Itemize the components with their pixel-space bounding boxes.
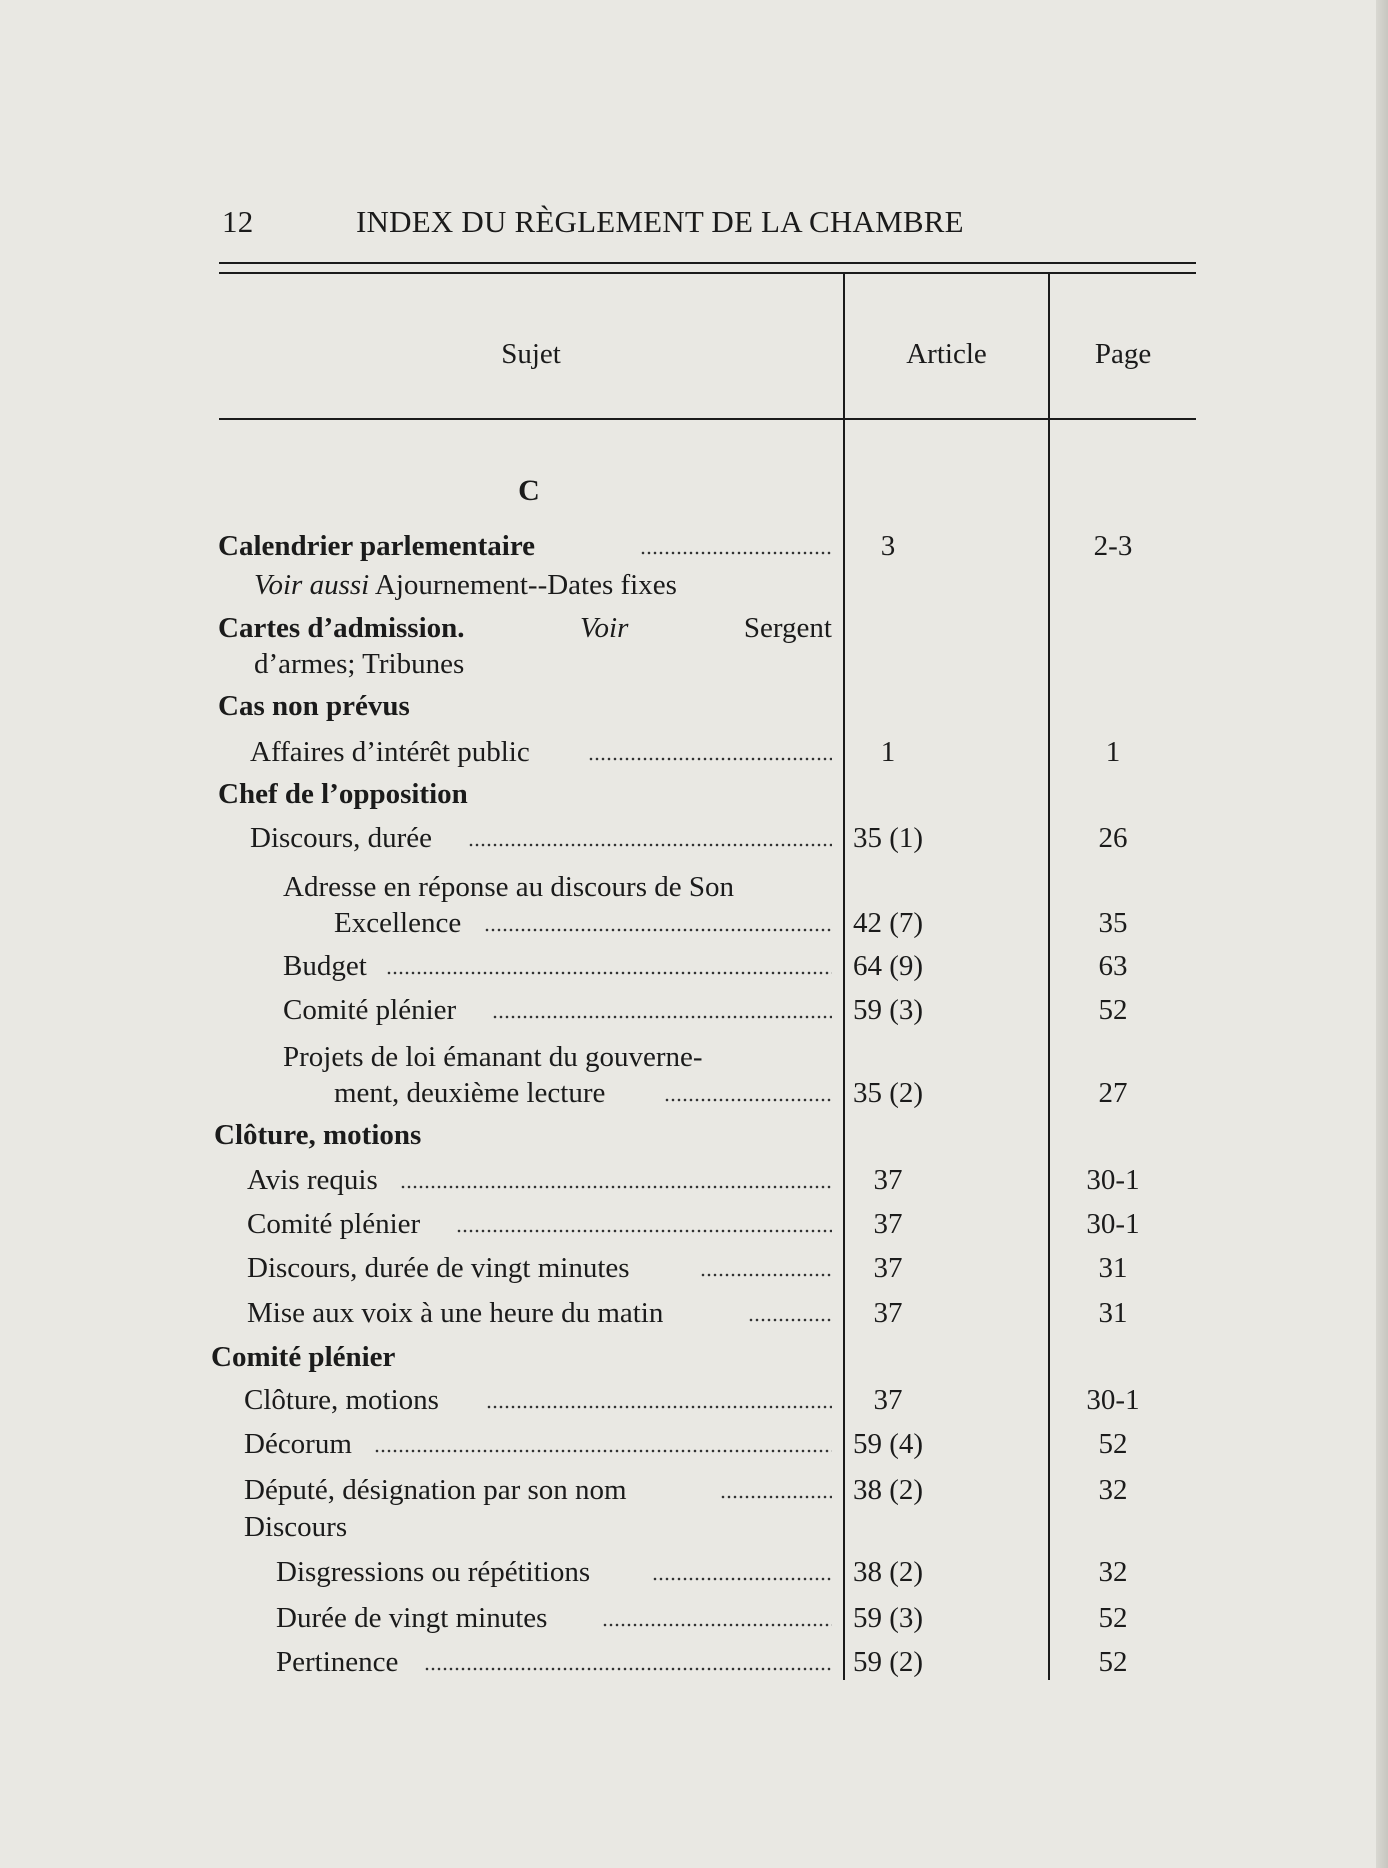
entry-article: 59 (2): [852, 1646, 924, 1678]
entry-label: Adresse en réponse au discours de Son: [283, 871, 735, 903]
entry-article: 59 (3): [852, 994, 924, 1026]
entry-label: Affaires d’intérêt public: [250, 736, 534, 768]
entry-label: Cas non prévus: [218, 690, 410, 722]
entry-page: 32: [1098, 1474, 1128, 1506]
entry-page: 32: [1098, 1556, 1128, 1588]
entry-article: 38 (2): [852, 1556, 924, 1588]
entry-page: 52: [1098, 1602, 1128, 1634]
entry-page: 30-1: [1086, 1384, 1140, 1416]
entry-label: Durée de vingt minutes: [276, 1602, 551, 1634]
cross-reference-continuation: d’armes; Tribunes: [254, 648, 465, 680]
entry-label: Calendrier parlementaire: [218, 530, 539, 562]
entry-page: 26: [1098, 822, 1128, 854]
entry-article: 37: [873, 1208, 903, 1240]
entry-article: 37: [873, 1252, 903, 1284]
entry-page: 35: [1098, 907, 1128, 939]
entry-article: 42 (7): [852, 907, 924, 939]
entry-label: Discours, durée: [250, 822, 436, 854]
entry-page: 2-3: [1093, 530, 1133, 562]
entry-page: 52: [1098, 994, 1128, 1026]
entry-article: 38 (2): [852, 1474, 924, 1506]
entry-page: 30-1: [1086, 1164, 1140, 1196]
entry-article: 35 (1): [852, 822, 924, 854]
entry-page: 27: [1098, 1077, 1128, 1109]
entry-article: 35 (2): [852, 1077, 924, 1109]
running-header: [222, 204, 1062, 240]
column-header-subject: Sujet: [501, 338, 561, 370]
top-rule: [219, 262, 1196, 264]
entry-label: Disgressions ou répétitions: [276, 1556, 594, 1588]
entry-label: Comité plénier: [283, 994, 460, 1026]
entry-label: Clôture, motions: [244, 1384, 443, 1416]
entry-label: Député, désignation par son nom: [244, 1474, 631, 1506]
entry-label: Discours, durée de vingt minutes: [247, 1252, 634, 1284]
header-title: INDEX DU RÈGLEMENT DE LA CHAMBRE: [356, 204, 964, 239]
entry-label: Décorum: [244, 1428, 356, 1460]
column-rule-page: [1048, 274, 1050, 1680]
entry-label: Projets de loi émanant du gouverne-: [283, 1041, 703, 1073]
column-header-page: Page: [1094, 338, 1152, 370]
entry-label: Comité plénier: [211, 1341, 396, 1373]
entry-label: Discours: [244, 1511, 348, 1543]
entry-page: 31: [1098, 1297, 1128, 1329]
entry-page: 63: [1098, 950, 1128, 982]
entry-article: 1: [880, 736, 896, 768]
entry-label: Mise aux voix à une heure du matin: [247, 1297, 667, 1329]
entry-article: 3: [880, 530, 896, 562]
entry-label: Cartes d’admission.: [218, 612, 465, 644]
see-label: Voir: [580, 612, 629, 644]
entry-label: Avis requis: [247, 1164, 382, 1196]
entry-label: Comité plénier: [247, 1208, 424, 1240]
page-number: 12: [222, 204, 254, 239]
entry-label: Excellence: [334, 907, 465, 939]
see-also-label: Voir aussi: [254, 569, 370, 601]
entry-page: 52: [1098, 1646, 1128, 1678]
section-letter: C: [518, 474, 540, 507]
entry-label: Chef de l’opposition: [218, 778, 468, 810]
entry-article: 59 (3): [852, 1602, 924, 1634]
entry-page: 1: [1105, 736, 1121, 768]
entry-label: ment, deuxième lecture: [334, 1077, 609, 1109]
cross-reference-text: Ajournement--Dates fixes: [374, 569, 677, 601]
entry-article: 37: [873, 1297, 903, 1329]
entry-label: Clôture, motions: [214, 1119, 422, 1151]
entry-article: 64 (9): [852, 950, 924, 982]
entry-page: 52: [1098, 1428, 1128, 1460]
entry-article: 37: [873, 1384, 903, 1416]
cross-reference-text: Sergent: [743, 612, 832, 644]
entry-article: 37: [873, 1164, 903, 1196]
column-header-article: Article: [906, 338, 987, 370]
page-edge-shadow: [1376, 0, 1388, 1868]
entry-label: Budget: [283, 950, 371, 982]
entry-page: 31: [1098, 1252, 1128, 1284]
entry-page: 30-1: [1086, 1208, 1140, 1240]
entry-article: 59 (4): [852, 1428, 924, 1460]
entry-label: Pertinence: [276, 1646, 402, 1678]
